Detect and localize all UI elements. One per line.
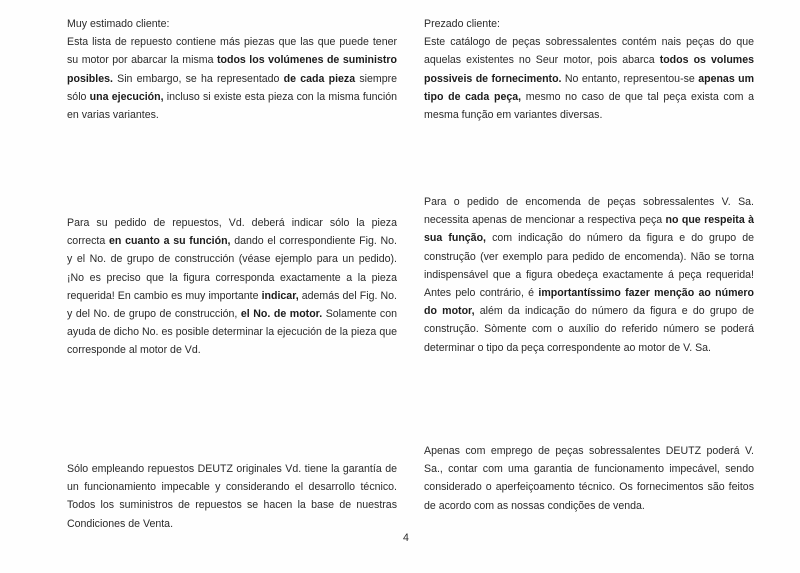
text-run: dando el correspondiente Fig. No. y el No. de grupo de construcción (véase ejemplo para un pedido). ¡No es preciso que la figura corresponda exactamente a la pieza requerida! En cambio es muy importante [67,235,397,302]
bold-text-run: importantíssimo fazer menção ao número do motor, [424,287,754,318]
bold-text-run: de cada pieza [283,72,356,85]
bold-text-run: todos os volumes possiveis de fornecimento. [424,54,754,85]
text-run: además del Fig. No. y del No. de grupo de construcción, [67,289,397,321]
text-run: Apenas com emprego de peças sobressalentes DEUTZ poderá V. Sa., contar com uma garantia de funcionamento impecável, sendo considerado o aperfeiçoamento técnico. Os fornecimentos são feitos de acordo com as nossas condições de venda. [424,445,754,512]
spanish-order-paragraph [67,214,397,360]
text-run: siempre sólo [67,72,397,103]
text-run: No entanto, representou-se [561,72,699,85]
page-number: 4 [403,532,409,544]
spanish-guarantee-paragraph [67,460,397,533]
portuguese-intro-paragraph [424,15,754,124]
portuguese-paragraph-1-text [424,36,754,121]
portuguese-guarantee-paragraph [424,442,754,515]
text-run: Sólo empleando repuestos DEUTZ originales Vd. tiene la garantía de un funcionamiento impecable y considerando el desarrollo técnico. Todos los suministros de repuestos se hacen la base de nuestras Condiciones de Venta. [67,463,397,530]
portuguese-order-paragraph [424,193,754,357]
spanish-greeting: Muy estimado cliente: [67,18,170,30]
text-run: Para o pedido de encomenda de peças sobressalentes V. Sa. necessita apenas de mencionar a respectiva peça [424,196,754,227]
text-run: Solamente con ayuda de dicho No. es posible determinar la ejecución de la pieza que corresponde al motor de Vd. [67,308,397,357]
spanish-intro-paragraph [67,15,397,124]
bold-text-run: todos los volúmenes de suministro posibles. [67,54,397,85]
portuguese-greeting: Prezado cliente: [424,18,500,30]
text-run: Este catálogo de peças sobressalentes contém nais peças do que aquelas existentes no Seur motor, pois abarca [424,36,754,67]
text-run: incluso si existe esta pieza con la misma función en varias variantes. [67,90,397,122]
bold-text-run: en cuanto a su función, [109,235,231,248]
text-run: Esta lista de repuesto contiene más piezas que las que puede tener su motor por abarcar la misma [67,36,397,67]
bold-text-run: no que respeita à sua função, [424,214,754,245]
text-run: com indicação do número da figura e do grupo de construção (ver exemplo para pedido de encomenda). Não se torna indispensável que a figura obedeça exactamente á peça requerida! Antes pelo contrário, é [424,232,754,300]
text-run: além da indicação do número da figura e do grupo de construção. Sòmente com o auxílio do referido número se poderá determinar o tipo da peça correspondente ao motor de V. Sa. [424,305,755,354]
bold-text-run: apenas um tipo de cada peça, [424,72,755,103]
text-run: mesmo no caso de que tal peça exista com a mesma função em variantes diversas. [424,90,755,122]
bold-text-run: el No. de motor. [240,308,323,321]
bold-text-run: indicar, [261,289,299,302]
text-run: Para su pedido de repuestos, Vd. deberá indicar sólo la pieza correcta [67,217,397,248]
bold-text-run: una ejecución, [89,90,164,103]
text-run: Sin embargo, se ha representado [112,72,284,85]
spanish-paragraph-1-text [67,36,397,121]
